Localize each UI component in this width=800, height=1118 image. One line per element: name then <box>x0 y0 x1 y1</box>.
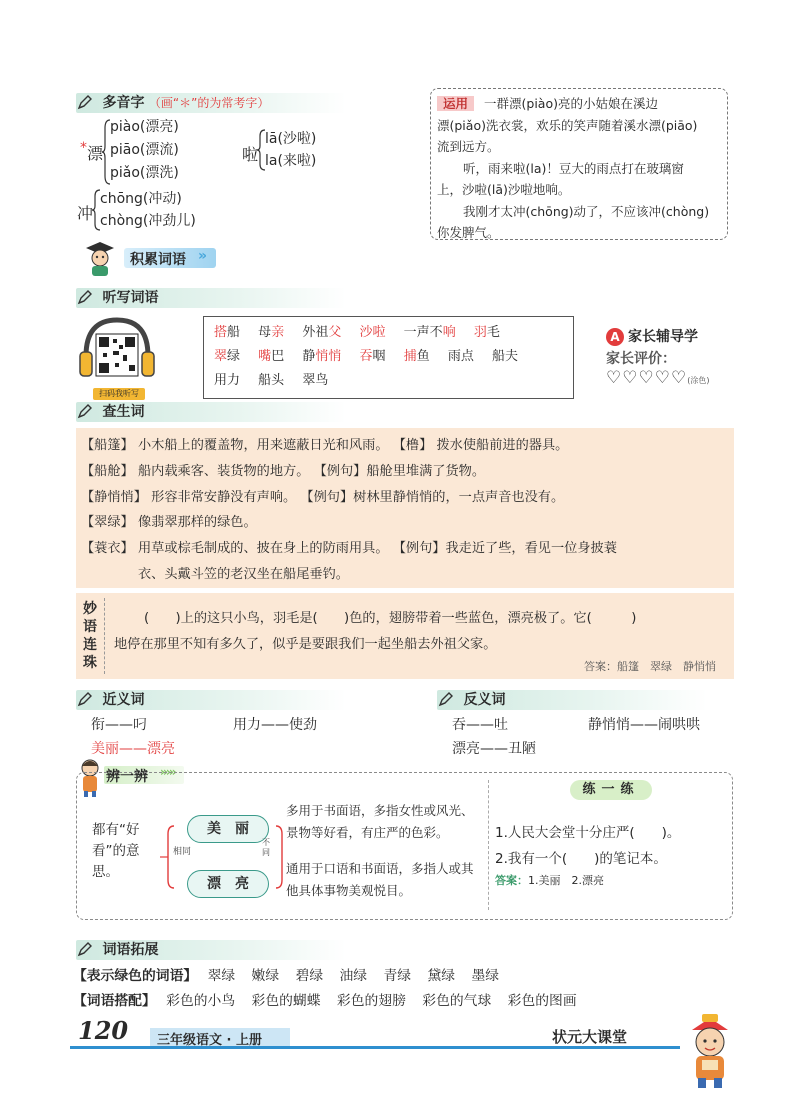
chong-reading-1: chōng(冲动) <box>100 191 182 207</box>
newwords-title: 查生词 <box>102 404 145 420</box>
synonym-pair-1: 衔——叼 <box>91 717 147 733</box>
usage-line-6: 我刚才太冲(chōng)动了，不应该冲(chòng) <box>463 203 710 219</box>
piao-readings <box>110 116 179 185</box>
green-word: 黛绿 <box>427 968 456 984</box>
meili-desc: 多用于书面语，多指女性或风光、景物等好看，有庄严的色彩。 <box>286 803 474 840</box>
usage-text <box>437 93 722 244</box>
piao-reading-1: piào(漂亮) <box>110 119 179 135</box>
pencil-icon <box>437 691 455 709</box>
chevrons-icon: ››››› <box>160 765 175 779</box>
distinguish-common: 都有“好看”的意思。 <box>92 822 140 880</box>
piao-char: 漂 <box>87 144 104 163</box>
dictation-header <box>76 287 158 307</box>
piaoliang-desc: 通用于口语和书面语，多指人或其他具体事物美观悦目。 <box>286 861 474 898</box>
la-char: 啦 <box>242 145 259 164</box>
practice-questions <box>495 820 680 872</box>
piao-reading-2: piāo(漂流) <box>110 142 179 158</box>
collocation-word: 彩色的翅膀 <box>336 993 406 1009</box>
expand-header <box>76 939 158 959</box>
newword-line-3: 【静悄悄】 形容非常安静没有声响。 【例句】树林里静悄悄的，一点声音也没有。 <box>81 489 565 505</box>
antonym-pair-1: 吞——吐 <box>452 717 508 733</box>
pencil-icon <box>76 94 94 112</box>
newwords-text <box>81 433 617 588</box>
polyphone-note: （画“＊”的为常考字） <box>148 96 270 110</box>
la-reading-1: lā(沙啦) <box>265 131 317 147</box>
synonym-pair-2: 用力——使劲 <box>233 717 317 733</box>
la-reading-2: la(来啦) <box>265 153 317 169</box>
practice-title: 练一练 <box>570 780 652 800</box>
pencil-icon <box>76 403 94 421</box>
book-title: 三年级语文 · 上册 <box>157 1033 262 1048</box>
practice-answer-text: 1.美丽 2.漂亮 <box>528 874 604 887</box>
usage-tag: 运用 <box>437 96 474 111</box>
usage-line-5: 上，沙啦(lā)沙啦地响。 <box>437 182 571 197</box>
antonym-header <box>437 689 505 709</box>
pencil-icon <box>76 941 94 959</box>
piao-reading-3: piǎo(漂洗) <box>110 165 179 181</box>
collocation-word: 彩色的蝴蝶 <box>251 993 321 1009</box>
polyphone-header <box>76 92 269 112</box>
expand-green-label: 【表示绿色的词语】 <box>73 968 198 984</box>
collocation-word: 彩色的图画 <box>507 993 577 1009</box>
diff-label: 不同 <box>262 838 270 857</box>
rating-hearts[interactable]: ♡♡♡♡♡ <box>606 368 688 388</box>
usage-line-2: 漂(piǎo)洗衣裳，欢乐的笑声随着溪水漂(piāo) <box>437 117 698 133</box>
collocation-word: 彩色的小鸟 <box>166 993 236 1009</box>
green-word: 碧绿 <box>295 968 324 984</box>
dictation-title: 听写词语 <box>102 290 159 306</box>
newword-line-6: 衣、头戴斗笠的老汉坐在船尾垂钓。 <box>138 566 349 582</box>
expand-title: 词语拓展 <box>102 942 159 958</box>
newword-line-5: 【蓑衣】 用草或棕毛制成的、披在身上的防雨用具。 【例句】我走近了些，看见一位身披蓑 <box>81 541 617 557</box>
green-word: 墨绿 <box>471 968 500 984</box>
parent-eval: 家长评价： <box>606 351 676 367</box>
la-readings <box>265 128 316 172</box>
accumulate-title: 积累词语 <box>130 252 186 268</box>
same-label: 相同 <box>173 847 192 857</box>
expand-collocation-label: 【词语搭配】 <box>73 993 156 1009</box>
collocation-word: 彩色的气球 <box>422 993 492 1009</box>
green-word: 嫩绿 <box>251 968 280 984</box>
practice-answer <box>495 872 604 888</box>
polyphone-title: 多音字 <box>102 95 145 111</box>
polyphone-star: * <box>80 140 87 156</box>
parent-title: 家长辅导学 <box>628 329 698 345</box>
linking-label: 妙语连珠 <box>83 601 97 671</box>
newwords-header <box>76 401 144 421</box>
chong-readings <box>100 188 196 232</box>
newword-line-1: 【船篷】 小木船上的覆盖物，用来遮蔽日光和风雨。 【橹】 拨水使船前进的器具。 <box>81 438 569 453</box>
antonym-title: 反义词 <box>463 692 506 708</box>
practice-q1: 1.人民大会堂十分庄严( )。 <box>495 825 681 841</box>
distinguish-title: 辨一辨 <box>106 769 148 785</box>
practice-q2: 2.我有一个( )的笔记本。 <box>495 851 667 867</box>
student-mascot-icon <box>78 238 122 278</box>
synonym-title: 近义词 <box>102 692 145 708</box>
green-word: 翠绿 <box>207 968 236 984</box>
parent-logo-icon: A <box>606 328 624 346</box>
chevron-right-icon: » <box>198 248 208 264</box>
newword-line-2: 【船舱】 船内载乘客、装货物的地方。 【例句】船舱里堆满了货物。 <box>81 463 486 479</box>
usage-line-7: 你发脾气。 <box>437 225 500 240</box>
linking-divider <box>104 598 105 674</box>
dictation-words: 搭船 母亲 外祖父 沙啦 一声不响 羽毛 翠绿 嘴巴 静悄悄 吞咽 捕鱼 雨点 船夫 用力 船头 翠鸟 <box>214 325 519 388</box>
synonym-header <box>76 689 144 709</box>
page-number: 120 <box>78 1016 129 1045</box>
usage-line-3: 流到远方。 <box>437 139 500 154</box>
pencil-icon <box>76 289 94 307</box>
brand-name: 状元大课堂 <box>552 1028 628 1046</box>
headphones-qr-icon[interactable] <box>76 312 158 394</box>
usage-line-1: 一群漂(piào)亮的小姑娘在溪边 <box>484 96 658 111</box>
parent-panel <box>606 326 709 388</box>
antonym-pair-2: 静悄悄——闹哄哄 <box>588 717 700 733</box>
expand-green-row <box>73 964 499 984</box>
antonym-pair-3: 漂亮——丑陋 <box>452 741 536 757</box>
linking-line-1: ( )上的这只小鸟，羽毛是( )色的，翅膀带着一些蓝色，漂亮极了。它( ) <box>144 611 637 626</box>
qr-caption: 扫码我听写 <box>93 388 145 400</box>
linking-text <box>114 606 636 658</box>
synonym-pair-3: 美丽——漂亮 <box>91 741 175 757</box>
newword-line-4: 【翠绿】 像翡翠那样的绿色。 <box>81 515 257 531</box>
word-piaoliang: 漂 亮 <box>187 870 269 898</box>
practice-divider <box>488 780 489 910</box>
linking-line-2: 地停在那里不知有多久了，似乎是要跟我们一起坐船去外祖父家。 <box>114 637 497 652</box>
hearts-note: (涂色) <box>687 376 710 385</box>
scholar-mascot-icon <box>680 1012 740 1092</box>
expand-collocation-row <box>73 989 577 1009</box>
word-meili: 美 丽 <box>187 815 269 843</box>
chong-char: 冲 <box>77 204 94 223</box>
practice-answer-label: 答案： <box>495 874 528 887</box>
green-word: 油绿 <box>339 968 368 984</box>
usage-line-4: 听，雨来啦(la)！豆大的雨点打在玻璃窗 <box>463 160 684 176</box>
linking-answer: 答案：船篷 翠绿 静悄悄 <box>584 660 716 673</box>
pencil-icon <box>76 691 94 709</box>
chong-reading-2: chòng(冲劲儿) <box>100 213 196 229</box>
green-word: 青绿 <box>383 968 412 984</box>
